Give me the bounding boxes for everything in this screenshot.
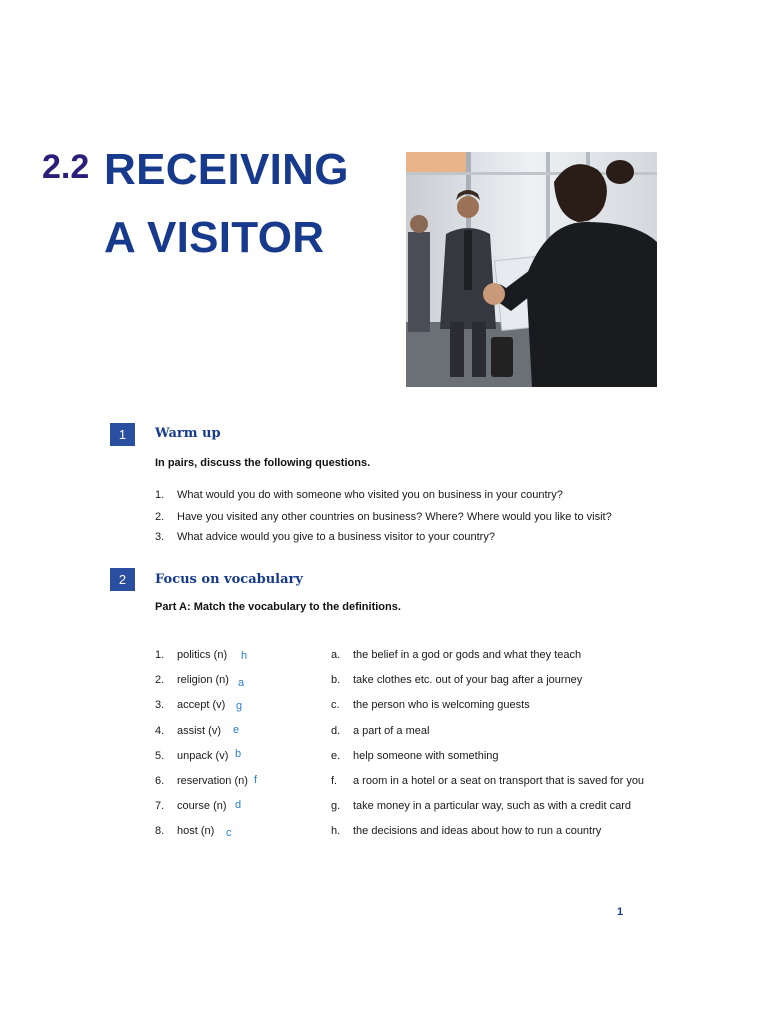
vocab-number: 1. [155,649,165,661]
section-title-warm-up: Warm up [155,426,221,441]
definition-letter: f. [331,775,338,787]
unit-number: 2.2 [42,148,90,186]
definition-letter: b. [331,674,341,686]
vocab-number: 3. [155,699,165,711]
definition-text: the person who is welcoming guests [353,699,530,711]
warmup-instruction: In pairs, discuss the following questions. [155,457,371,469]
page-title-line2: A VISITOR [104,213,325,262]
definition-letter: a. [331,649,341,661]
vocab-number: 5. [155,750,165,762]
vocab-answer: b [235,748,242,760]
question-number: 1. [155,489,165,501]
definition-letter: e. [331,750,341,762]
page-title-line1: RECEIVING [104,145,349,194]
question-text: Have you visited any other countries on business? Where? Where would you like to visit? [177,511,612,523]
vocab-word: accept (v) [177,699,226,711]
vocab-word: assist (v) [177,725,221,737]
vocab-answer: e [233,724,240,736]
vocab-answer: g [236,700,243,712]
photo-receiving-visitor [406,152,657,387]
definition-letter: c. [331,699,340,711]
definition-text: take money in a particular way, such as with a credit card [353,800,631,812]
question-number: 2. [155,511,165,523]
question-number: 3. [155,531,165,543]
vocab-answer: f [254,774,258,786]
vocab-word: reservation (n) [177,775,248,787]
vocab-answer: a [238,677,245,689]
section-title-focus-on-vocabulary: Focus on vocabulary [155,572,303,587]
airport-greeting-illustration [406,152,657,387]
definition-letter: d. [331,725,341,737]
vocab-word: host (n) [177,825,215,837]
page-number: 1 [617,906,624,918]
vocab-word: unpack (v) [177,750,229,762]
definition-text: the belief in a god or gods and what they teach [353,649,582,661]
vocab-number: 6. [155,775,165,787]
definition-letter: g. [331,800,341,812]
vocab-number: 8. [155,825,165,837]
definition-text: a room in a hotel or a seat on transport that is saved for you [353,775,645,787]
vocab-number: 2. [155,674,165,686]
question-text: What advice would you give to a business visitor to your country? [177,531,495,543]
definition-text: take clothes etc. out of your bag after a journey [353,674,583,686]
question-text: What would you do with someone who visited you on business in your country? [177,489,563,501]
vocab-number: 4. [155,725,165,737]
vocab-word: politics (n) [177,649,228,661]
vocab-answer: c [226,827,232,839]
vocab-answer: h [241,650,248,662]
vocab-word: course (n) [177,800,227,812]
definition-text: help someone with something [353,750,499,762]
definition-text: a part of a meal [353,725,430,737]
definition-text: the decisions and ideas about how to run a country [353,825,602,837]
vocab-number: 7. [155,800,165,812]
definition-letter: h. [331,825,341,837]
section-number-badge: 2 [110,568,135,591]
vocab-answer: d [235,799,242,811]
section-number-badge: 1 [110,423,135,446]
vocab-instruction: Part A: Match the vocabulary to the definitions. [155,601,401,613]
vocab-word: religion (n) [177,674,229,686]
